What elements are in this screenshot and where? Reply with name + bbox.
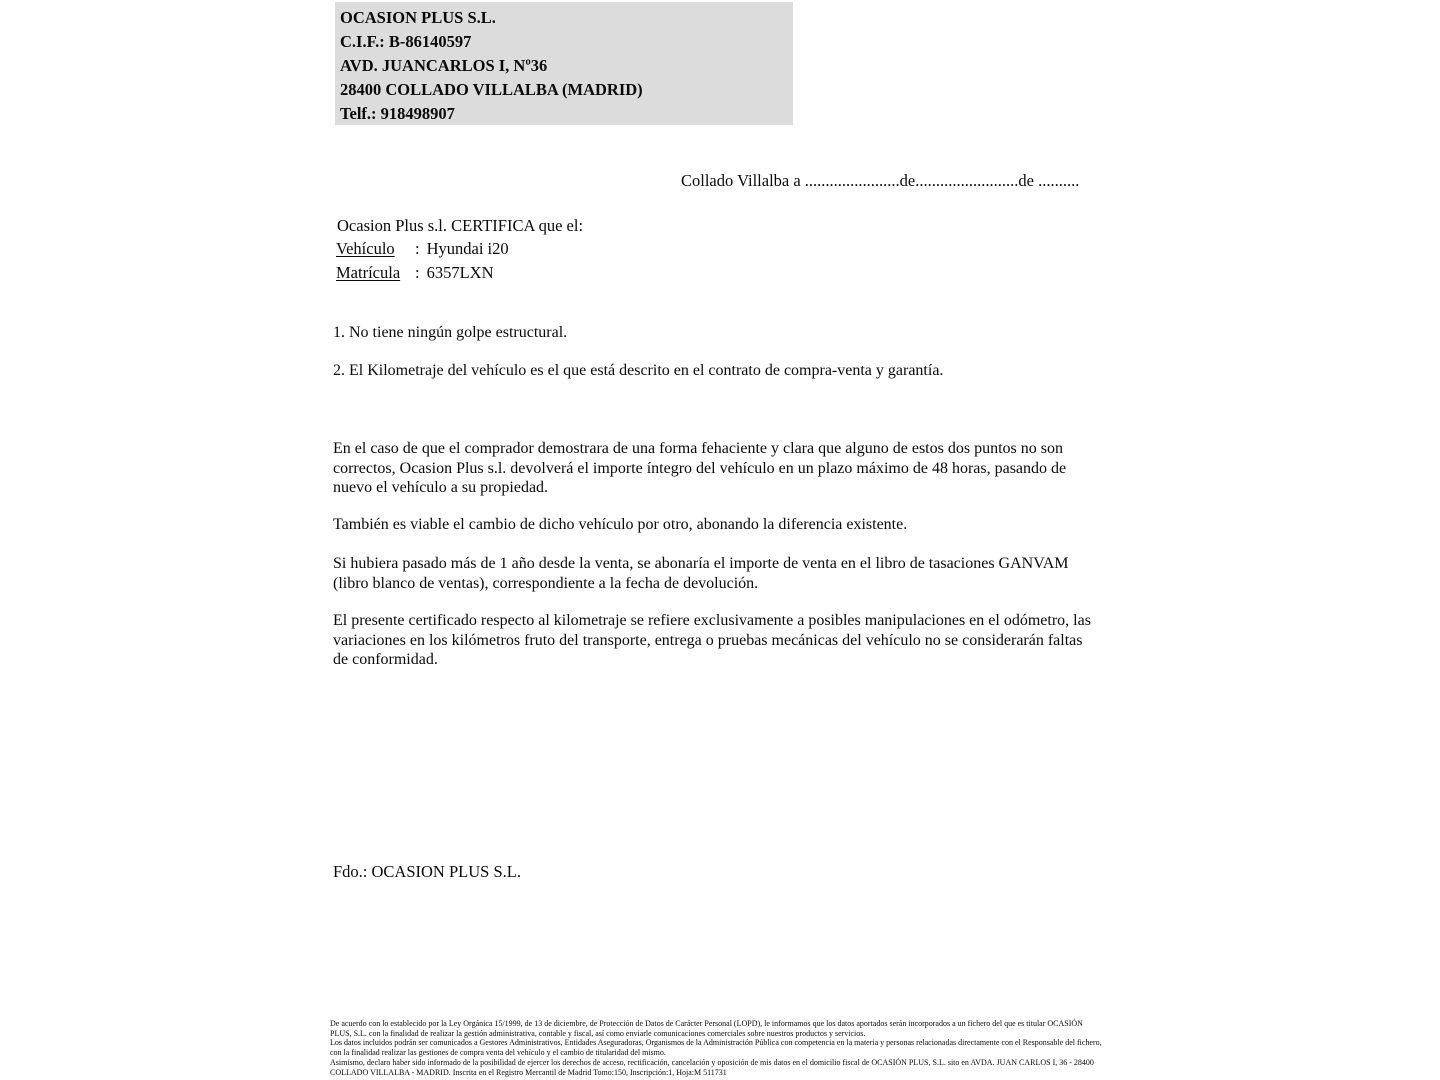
- vehicle-label: Vehículo: [336, 239, 395, 258]
- signature-line: Fdo.: OCASION PLUS S.L.: [333, 862, 521, 881]
- plate-separator: :: [415, 263, 420, 282]
- condition-point-1: 1. No tiene ningún golpe estructural.: [333, 324, 568, 341]
- exchange-paragraph: También es viable el cambio de dicho vehículo por otro, abonando la diferencia existente.: [333, 516, 908, 533]
- company-cif: C.I.F.: B-86140597: [340, 32, 472, 51]
- condition-point-2: 2. El Kilometraje del vehículo es el que está descrito en el contrato de compra-venta y garantía.: [333, 362, 944, 379]
- company-address: AVD. JUANCARLOS I, Nº36: [340, 56, 548, 75]
- legal-footer: [330, 1019, 1102, 1077]
- legal-paragraph-data-sharing: Los datos incluidos podrán ser comunicados a Gestores Administrativos, Entidades Aseguradoras, Organismos de la Administración Pública con competencia en la materia y personas relacionadas directamente con el Responsable del fichero, con la finalidad realizar las gestiones de compra venta del vehículo y el cambio de titularidad del mismo.: [330, 1038, 1102, 1058]
- vehicle-separator: :: [415, 239, 420, 258]
- odometer-paragraph: El presente certificado respecto al kilometraje se refiere exclusivamente a posibles manipulaciones en el odómetro, las variaciones en los kilómetros fruto del transporte, entrega o pruebas mecánicas del vehículo no se considerarán faltas de conformidad.: [333, 612, 1091, 668]
- plate-label: Matrícula: [336, 263, 401, 282]
- vehicle-field-row: [336, 239, 509, 263]
- certification-intro: Ocasion Plus s.l. CERTIFICA que el:: [337, 216, 584, 235]
- ganvam-paragraph: Si hubiera pasado más de 1 año desde la venta, se abonaría el importe de venta en el libro de tasaciones GANVAM (libro blanco de ventas), correspondiente a la fecha de devolución.: [333, 555, 1069, 592]
- legal-paragraph-rights: Asimismo, declaro haber sido informado de la posibilidad de ejercer los derechos de acceso, rectificación, cancelación y oposición de mis datos en el domicilio fiscal de OCASIÓN PLUS, S.L. sito en AVDA. JUAN CARLOS I, 36 - 28400 COLLADO VILLALBA - MADRID. Inscrita en el Registro Mercantil de Madrid Tomo:150, Inscripción:1, Hoja:M 511731: [330, 1057, 1094, 1077]
- plate-field-row: [336, 263, 494, 287]
- legal-paragraph-lopd: De acuerdo con lo establecido por la Ley Orgánica 15/1999, de 13 de diciembre, de Protección de Datos de Carácter Personal (LOPD), le informamos que los datos aportados serán incorporados a un fichero del que es titular OCASIÓN PLUS, S.L. con la finalidad de realizar la gestión administrativa, contable y fiscal, así como enviarle comunicaciones comerciales sobre nuestros productos y servicios.: [330, 1019, 1083, 1038]
- company-name: OCASION PLUS S.L.: [340, 8, 496, 27]
- vehicle-value: Hyundai i20: [426, 239, 509, 258]
- date-line: Collado Villalba a .......................de.........................de ..........: [681, 171, 1080, 190]
- company-city: 28400 COLLADO VILLALBA (MADRID): [340, 80, 643, 99]
- company-header-box: [335, 2, 793, 125]
- refund-paragraph: En el caso de que el comprador demostrara de una forma fehaciente y clara que alguno de estos dos puntos no son correctos, Ocasion Plus s.l. devolverá el importe íntegro del vehículo en un plazo máximo de 48 horas, pasando de nuevo el vehículo a su propiedad.: [333, 440, 1067, 496]
- plate-value: 6357LXN: [426, 263, 494, 282]
- company-phone: Telf.: 918498907: [340, 104, 455, 123]
